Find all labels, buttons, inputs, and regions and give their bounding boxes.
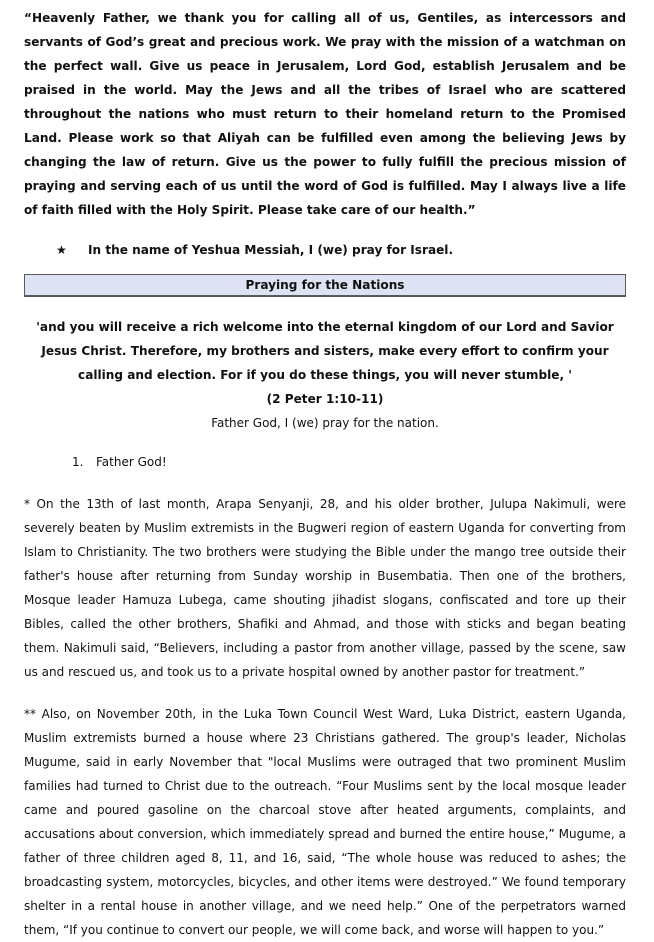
- list-number: 1.: [72, 455, 84, 469]
- section-title-bar: Praying for the Nations: [24, 274, 626, 297]
- document-page: [24, 6, 626, 942]
- report-paragraph-1: * On the 13th of last month, Arapa Senyanji, 28, and his older brother, Julupa Nakimuli, were severely beaten by Muslim extremists in the Bugweri region of eastern Uganda for converting from Islam to Christianity. The two brothers were studying the Bible under the mango tree outside their father's house after returning from Sunday worship in Busembatia. Then one of the brothers, Mosque leader Hamuza Lubega, came shouting jihadist slogans, confiscated and tore up their Bibles, called the other brothers, Shafiki and Ahmad, and those with sticks and began beating them. Nakimuli said, “Believers, including a pastor from another village, passed by the scene, saw us and rescued us, and took us to a private hospital owned by another pastor for treatment.”: [24, 497, 626, 679]
- list-label: Father God!: [96, 455, 167, 469]
- closing-prayer-text: In the name of Yeshua Messiah, I (we) pray for Israel.: [88, 243, 454, 257]
- report-paragraph-2: ** Also, on November 20th, in the Luka Town Council West Ward, Luka District, eastern Uganda, Muslim extremists burned a house where 23 Christians gathered. The group's leader, Nicholas Mugume, said in early November that "local Muslims were outraged that two prominent Muslim families had turned to Christ due to the outreach. “Four Muslims sent by the local mosque leader came and poured gasoline on the charcoal stove after heated arguments, complaints, and accusations about conversion, which immediately spread and burned the entire house,” Mugume, a father of three children aged 8, 11, and 16, said, “The whole house was reduced to ashes; the broadcasting system, motorcycles, bicycles, and other items were destroyed.” We found temporary shelter in a rental house in another village, and we need help.” One of the perpetrators warned them, “If you continue to convert our people, we will come back, and worse will happen to you.”: [24, 707, 626, 937]
- intro-line: Father God, I (we) pray for the nation.: [211, 416, 439, 430]
- closing-prayer-line: [24, 240, 626, 260]
- star-icon: ★: [56, 243, 67, 257]
- verse-reference: (2 Peter 1:10-11): [266, 392, 384, 406]
- prayer-paragraph: “Heavenly Father, we thank you for calling all of us, Gentiles, as intercessors and servants of God’s great and precious work. We pray with the mission of a watchman on the perfect wall. Give us peace in Jerusalem, Lord God, establish Jerusalem and be praised in the world. May the Jews and all the tribes of Israel who are scattered throughout the nations who must return to their homeland return to the Promised Land. Please work so that Aliyah can be fulfilled even among the believing Jews by changing the law of return. Give us the power to fully fulfill the precious mission of praying and serving each of us until the word of God is fulfilled. May I always live a life of faith filled with the Holy Spirit. Please take care of our health.”: [24, 11, 626, 217]
- bible-verse: 'and you will receive a rich welcome into the eternal kingdom of our Lord and Savior Jesus Christ. Therefore, my brothers and sisters, make every effort to confirm your calling and election. For if you do these things, you will never stumble, ': [36, 320, 614, 382]
- list-item: [24, 452, 626, 472]
